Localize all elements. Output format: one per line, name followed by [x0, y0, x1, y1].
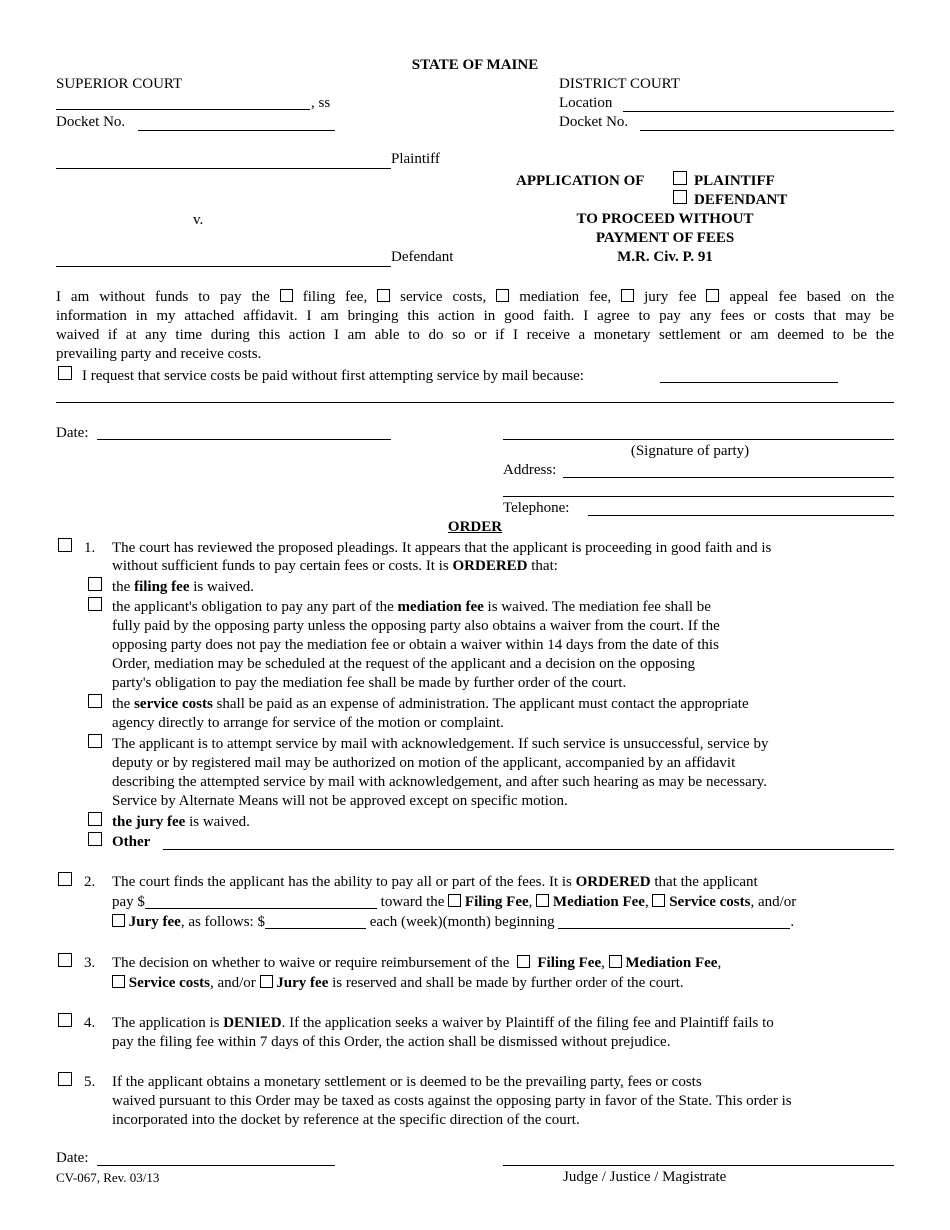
order2-as-follows: , as follows: $	[180, 914, 265, 930]
order2-each: each (week)(month) beginning	[369, 914, 555, 930]
order-title: ORDER	[447, 519, 503, 535]
order5-line1b: fees or costs	[623, 1074, 702, 1090]
filing-fee-checkbox[interactable]	[280, 289, 293, 302]
order2-service-costs-checkbox[interactable]	[652, 894, 665, 907]
application-line3: TO PROCEED WITHOUT	[576, 211, 754, 227]
statement-line2: information in my attached affidavit. I am bringing this action in good faith. I agree to pay any fees or costs that may be	[56, 308, 894, 324]
address-field[interactable]	[563, 477, 894, 478]
waive-jury-fee-checkbox[interactable]	[88, 812, 102, 826]
order2-toward: toward the	[380, 894, 445, 910]
service-by-mail-checkbox[interactable]	[88, 734, 102, 748]
order4-line1b: . If the application seeks a waiver by Plaintiff of the filing fee and Plaintiff fails to	[281, 1015, 774, 1031]
signature-field[interactable]	[503, 439, 894, 440]
order2-andor: , and/or	[750, 894, 797, 910]
order5-number: 5.	[84, 1074, 96, 1090]
order2-service-costs-label: Service costs	[669, 894, 751, 910]
waive-mediation-line5: party's obligation to pay the mediation fee shall be made by further order of the court.	[112, 675, 627, 691]
docket-right-field[interactable]	[640, 130, 894, 131]
jury-fee-label: jury fee	[644, 289, 697, 305]
order2-filing-fee-checkbox[interactable]	[448, 894, 461, 907]
order4-number: 4.	[84, 1015, 96, 1031]
waive-med-b: mediation fee	[397, 599, 484, 615]
svc-b: service costs	[134, 696, 213, 712]
waive-mediation-line3: opposing party does not pay the mediation fee or obtain a waiver within 14 days from the date of this	[112, 637, 719, 653]
order2-pay-label: pay $	[112, 894, 145, 910]
order2-applicant: that the applicant	[654, 874, 758, 890]
order5-checkbox[interactable]	[58, 1072, 72, 1086]
order2-amount-field[interactable]	[145, 894, 377, 909]
order1-line2	[112, 557, 558, 575]
date-label: Date:	[56, 425, 89, 441]
order2-jury-fee-label: Jury fee	[128, 914, 181, 930]
order3-number: 3.	[84, 955, 96, 971]
plaintiff-checkbox[interactable]	[673, 171, 687, 185]
statement-paragraph	[56, 288, 894, 364]
state-title: STATE OF MAINE	[411, 57, 539, 73]
order5-line1a: If the applicant obtains a monetary settlement or is deemed to be the prevailing party	[112, 1074, 621, 1090]
versus-label: v.	[193, 212, 204, 228]
application-plaintiff-label: PLAINTIFF	[694, 173, 775, 189]
service-costs-line2: agency directly to arrange for service of the motion or complaint.	[112, 715, 504, 731]
district-court-label: DISTRICT COURT	[559, 76, 680, 92]
judge-signature-field[interactable]	[503, 1165, 894, 1166]
service-costs-line1	[112, 695, 749, 713]
order1-number: 1.	[84, 540, 96, 556]
appeal-fee-checkbox[interactable]	[706, 289, 719, 302]
filing-fee-label: filing fee,	[302, 289, 368, 305]
signature-label: (Signature of party)	[630, 443, 750, 459]
order3-service-costs-label: Service costs	[128, 975, 210, 991]
service-costs-admin-checkbox[interactable]	[88, 694, 102, 708]
waive-filing-a: the	[112, 579, 131, 595]
jury-fee-checkbox[interactable]	[621, 289, 634, 302]
appeal-fee-label: appeal fee based on the	[729, 289, 895, 305]
waive-filing-fee-text	[112, 578, 254, 596]
order2-line1	[112, 873, 758, 891]
order2-number: 2.	[84, 874, 96, 890]
order3-service-costs-checkbox[interactable]	[112, 975, 125, 988]
address-label: Address:	[503, 462, 557, 478]
order2-filing-fee-label: Filing Fee	[464, 894, 529, 910]
telephone-field[interactable]	[588, 515, 894, 516]
order3-line2	[112, 974, 684, 992]
service-costs-checkbox[interactable]	[377, 289, 390, 302]
superior-court-label: SUPERIOR COURT	[56, 76, 183, 92]
order1-ordered: ORDERED	[452, 558, 528, 574]
order5-line1: If the applicant obtains a monetary settlement or is deemed to be the prevailing party, fees or costs	[112, 1074, 702, 1090]
order3-mediation-fee-label: Mediation Fee	[625, 955, 718, 971]
order2-checkbox[interactable]	[58, 872, 72, 886]
service-request-reason-field[interactable]	[660, 382, 838, 383]
waive-jury-a: the jury fee	[112, 814, 186, 830]
order1-checkbox[interactable]	[58, 538, 72, 552]
application-line4: PAYMENT OF FEES	[595, 230, 735, 246]
order2-beginning-field[interactable]	[558, 914, 790, 929]
plaintiff-label: Plaintiff	[391, 151, 440, 167]
statement-line3: waived if at any time during this action I am able to do so or if I receive a monetary settlement or am deemed to be the	[56, 327, 894, 343]
order2-line3: Jury fee, as follows: $ each (week)(month) beginning .	[112, 913, 794, 931]
defendant-label: Defendant	[391, 249, 454, 265]
order3-andor: , and/or	[209, 975, 256, 991]
svc-a: the	[112, 696, 131, 712]
order2-mediation-fee-checkbox[interactable]	[536, 894, 549, 907]
service-request-reason-line2[interactable]	[56, 402, 894, 403]
waive-jury-text	[112, 813, 250, 831]
defendant-checkbox[interactable]	[673, 190, 687, 204]
order1-line1: The court has reviewed the proposed pleadings. It appears that the applicant is proceeding in good faith and is	[112, 540, 772, 556]
form-id: CV-067, Rev. 03/13	[56, 1170, 160, 1185]
order2-jury-fee-checkbox[interactable]	[112, 914, 125, 927]
order2-line2: pay $ toward the Filing Fee, Mediation Fee, Service costs, and/or	[112, 894, 797, 910]
application-defendant-label: DEFENDANT	[694, 192, 788, 208]
service-costs-label: service costs,	[400, 289, 487, 305]
order3-checkbox[interactable]	[58, 953, 72, 967]
order4-line2: pay the filing fee within 7 days of this Order, the action shall be dismissed without prejudice.	[112, 1034, 671, 1050]
order5-line2: waived pursuant to this Order may be taxed as costs against the opposing party in favor of the State. This order is	[112, 1093, 792, 1109]
waive-jury-b: is waived.	[189, 814, 250, 830]
order2-line1-text: The court finds the applicant has the ability to pay all or part of the fees. It is	[112, 874, 572, 890]
waive-mediation-line2: fully paid by the opposing party unless the opposing party also obtains a waiver from the court. If the	[112, 618, 720, 634]
order4-line1	[112, 1014, 774, 1032]
service-by-mail-line4: Service by Alternate Means will not be approved except on specific motion.	[112, 793, 568, 809]
waive-mediation-line4: Order, mediation may be scheduled at the request of the applicant and a decision on the opposing	[112, 656, 695, 672]
defendant-field[interactable]	[56, 266, 391, 267]
other-field[interactable]	[163, 849, 894, 850]
order3-reserved: is reserved and shall be made by further order of the court.	[332, 975, 684, 991]
date-field[interactable]	[97, 439, 391, 440]
order4-denied: DENIED	[223, 1015, 282, 1031]
mediation-fee-checkbox[interactable]	[496, 289, 509, 302]
service-by-mail-line1: The applicant is to attempt service by mail with acknowledgement. If such service is unsuccessful, service by	[112, 736, 769, 752]
waive-filing-c: is waived.	[193, 579, 255, 595]
order4-checkbox[interactable]	[58, 1013, 72, 1027]
docket-left-label: Docket No.	[56, 114, 126, 130]
waive-filing-b: filing fee	[134, 579, 190, 595]
order1-that: that:	[531, 558, 558, 574]
address-field-line2[interactable]	[503, 496, 894, 497]
telephone-label: Telephone:	[503, 500, 570, 516]
svc-c: shall be paid as an expense of administration. The applicant must contact the appropriate	[216, 696, 749, 712]
service-request-checkbox[interactable]	[58, 366, 72, 380]
waive-mediation-fee-checkbox[interactable]	[88, 597, 102, 611]
docket-right-label: Docket No.	[559, 114, 629, 130]
service-by-mail-line3: describing the attempted service by mail with acknowledgement, and after such hearing as may be necessary.	[112, 774, 768, 790]
footer-date-field[interactable]	[97, 1165, 335, 1166]
waive-mediation-line1	[112, 598, 711, 616]
waive-med-c: is waived. The mediation fee shall be	[487, 599, 711, 615]
application-rule: M.R. Civ. P. 91	[617, 249, 713, 265]
order3-line1-text: The decision on whether to waive or require reimbursement of the	[112, 955, 510, 971]
application-of-label: APPLICATION OF	[516, 173, 645, 189]
plaintiff-field[interactable]	[56, 168, 391, 169]
order3-jury-fee-label: Jury fee	[276, 975, 329, 991]
order3-filing-fee-checkbox[interactable]	[517, 955, 530, 968]
other-checkbox[interactable]	[88, 832, 102, 846]
mediation-fee-label: mediation fee,	[519, 289, 612, 305]
order2-ordered: ORDERED	[575, 874, 651, 890]
waive-med-a: the applicant's obligation to pay any part of the	[112, 599, 394, 615]
order3-jury-fee-checkbox[interactable]	[260, 975, 273, 988]
location-label: Location	[559, 95, 613, 111]
waive-filing-fee-checkbox[interactable]	[88, 577, 102, 591]
other-label: Other	[112, 834, 151, 850]
order3-filing-fee-label: Filing Fee	[537, 955, 602, 971]
statement-line4: prevailing party and receive costs.	[56, 346, 262, 362]
order1-line2-text: without sufficient funds to pay certain fees or costs. It is	[112, 558, 449, 574]
order5-line3: incorporated into the docket by reference at the specific direction of the court.	[112, 1112, 580, 1128]
footer-date-label: Date:	[56, 1150, 89, 1166]
order4-line1a: The application is	[112, 1015, 220, 1031]
service-by-mail-line2: deputy or by registered mail may be authorized on motion of the applicant, accompanied by an affidavit	[112, 755, 736, 771]
order3-mediation-fee-checkbox[interactable]	[609, 955, 622, 968]
docket-left-field[interactable]	[138, 130, 335, 131]
order2-installment-field[interactable]	[265, 914, 366, 929]
service-request-label: I request that service costs be paid without first attempting service by mail because:	[82, 368, 584, 384]
order2-mediation-fee-label: Mediation Fee	[552, 894, 645, 910]
judge-label: Judge / Justice / Magistrate	[563, 1169, 727, 1185]
statement-line1	[56, 288, 894, 307]
county-field[interactable]	[56, 109, 310, 110]
statement-intro: I am without funds to pay the	[56, 289, 270, 305]
location-field[interactable]	[623, 111, 894, 112]
order3-line1: The decision on whether to waive or require reimbursement of the Filing Fee, Mediation Fee,	[112, 955, 722, 971]
ss-label: , ss	[311, 95, 331, 111]
